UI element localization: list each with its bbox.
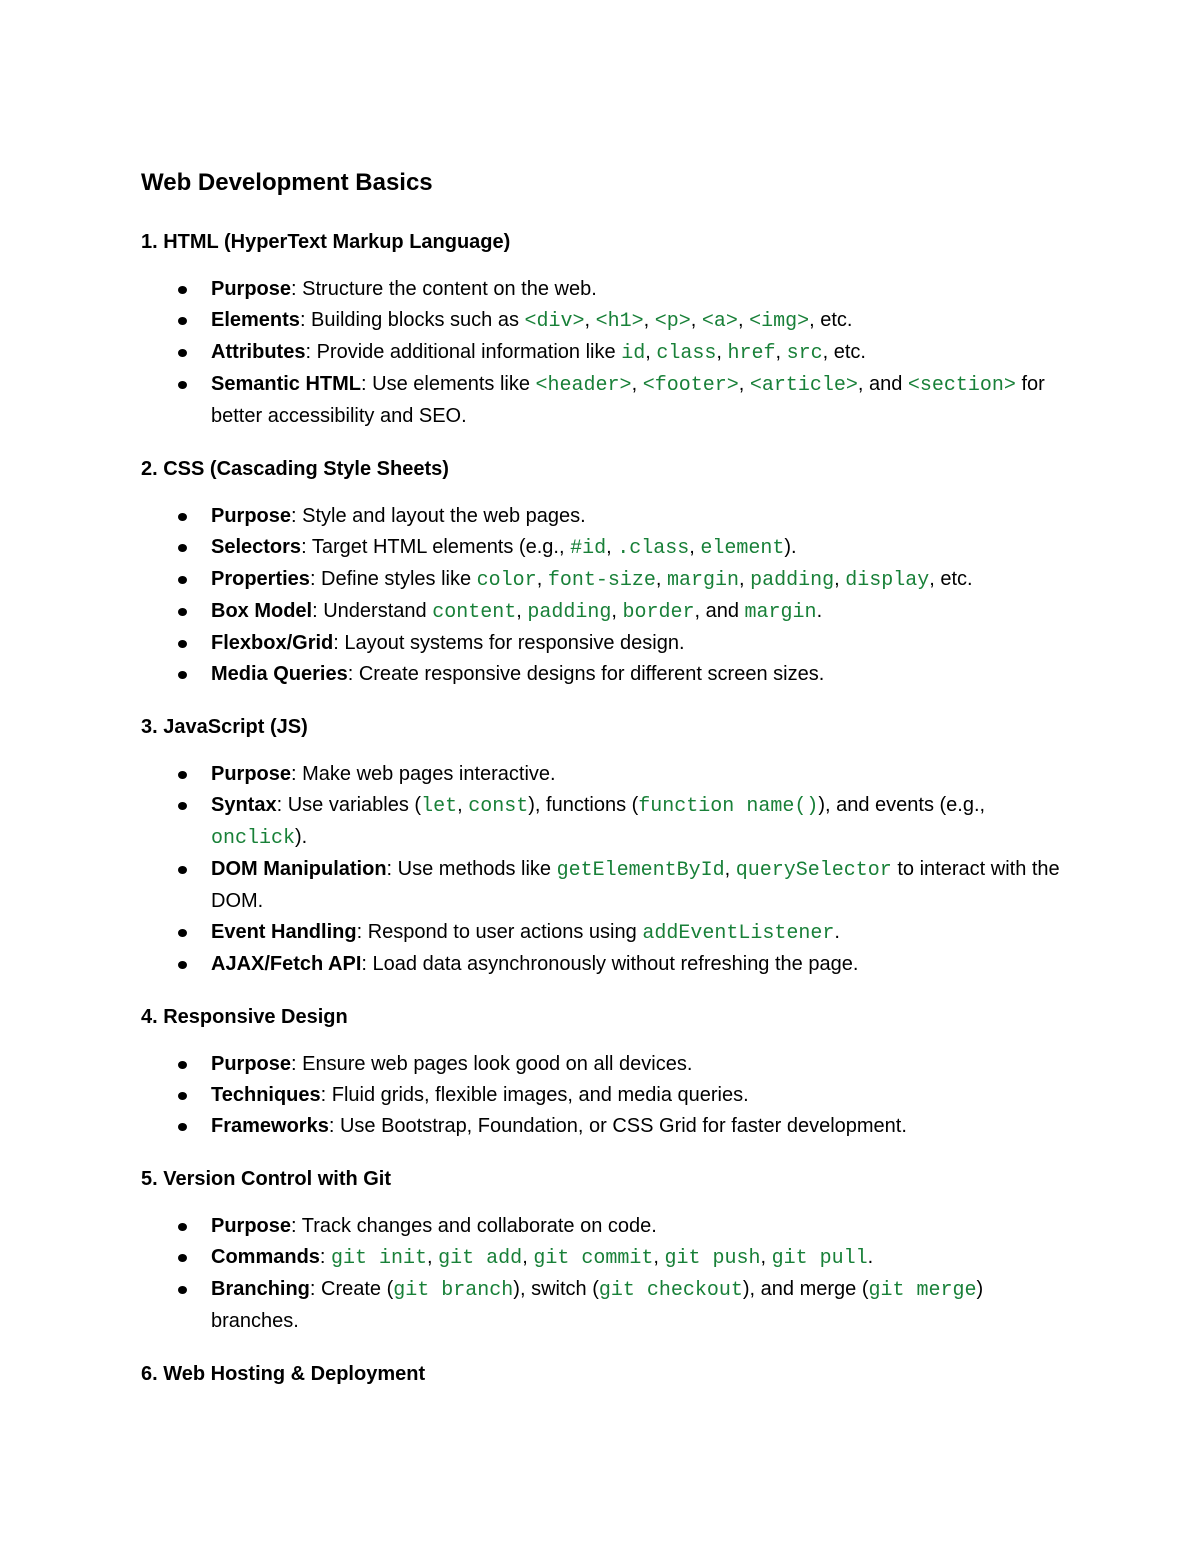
item-label: Branching <box>211 1278 310 1300</box>
item-text: , <box>724 858 736 880</box>
code-snippet: .class <box>617 537 690 560</box>
code-snippet: git push <box>664 1247 761 1270</box>
bullet-icon <box>178 1092 187 1100</box>
code-snippet: <h1> <box>595 310 644 333</box>
item-text: ), and merge ( <box>742 1278 869 1300</box>
bullet-icon <box>178 1061 187 1069</box>
item-text: , <box>536 568 548 590</box>
section-2 <box>141 454 1061 690</box>
item-text: . <box>867 1246 874 1268</box>
code-snippet: addEventListener <box>642 922 835 945</box>
bullet-list <box>141 1049 1061 1142</box>
item-text: , <box>738 568 751 590</box>
code-snippet: border <box>622 601 695 624</box>
code-snippet: padding <box>750 569 835 592</box>
list-item <box>141 369 1061 432</box>
item-label: Semantic HTML <box>211 373 362 395</box>
code-snippet: function name() <box>638 795 819 818</box>
bullet-icon <box>178 771 187 779</box>
list-item <box>141 532 1061 564</box>
item-label: DOM Manipulation <box>211 858 387 880</box>
document-title: Web Development Basics <box>141 169 433 196</box>
section-heading: 5. Version Control with Git <box>141 1168 392 1190</box>
list-item <box>141 1211 1061 1242</box>
section-heading: 6. Web Hosting & Deployment <box>141 1363 426 1385</box>
item-text: : Use elements like <box>361 373 536 395</box>
list-item <box>141 949 1061 980</box>
sections-container <box>141 227 1061 1389</box>
item-text: : Style and layout the web pages. <box>291 505 586 527</box>
item-label: Purpose <box>211 505 292 527</box>
section-3 <box>141 712 1061 980</box>
section-6 <box>141 1359 1061 1389</box>
item-text: : Track changes and collaborate on code. <box>291 1215 657 1237</box>
list-item <box>141 305 1061 337</box>
list-item <box>141 917 1061 949</box>
code-snippet: <section> <box>907 374 1016 397</box>
bullet-icon <box>178 608 187 616</box>
code-snippet: <div> <box>524 310 585 333</box>
bullet-icon <box>178 286 187 294</box>
code-snippet: display <box>845 569 930 592</box>
list-item <box>141 759 1061 790</box>
item-text: : Understand <box>312 600 433 622</box>
item-text: , <box>738 373 750 395</box>
item-text: : Target HTML elements (e.g., <box>301 536 571 558</box>
item-text: for better accessibility and SEO. <box>211 373 1045 427</box>
item-text: . <box>834 921 840 943</box>
item-text: , <box>690 309 702 331</box>
bullet-list <box>141 759 1061 980</box>
item-text: : Ensure web pages look good on all devices. <box>291 1053 693 1075</box>
item-label: Properties <box>211 568 310 590</box>
code-snippet: <article> <box>749 374 858 397</box>
item-text: : Building blocks such as <box>299 309 525 331</box>
item-text: : Provide additional information like <box>305 341 622 363</box>
code-snippet: padding <box>527 601 612 624</box>
list-item <box>141 274 1061 305</box>
code-snippet: <a> <box>701 310 738 333</box>
code-snippet: <p> <box>654 310 691 333</box>
item-text: , and <box>694 600 745 622</box>
item-text: : Create ( <box>309 1278 394 1300</box>
code-snippet: const <box>468 795 529 818</box>
code-snippet: <img> <box>749 310 810 333</box>
item-label: AJAX/Fetch API <box>211 953 362 975</box>
bullet-icon <box>178 961 187 969</box>
item-text: : Make web pages interactive. <box>291 763 556 785</box>
item-text: to interact with the DOM. <box>211 858 1060 912</box>
bullet-icon <box>178 1286 187 1294</box>
item-text: : Create responsive designs for different screen sizes. <box>347 663 825 685</box>
section-heading: 2. CSS (Cascading Style Sheets) <box>141 458 449 480</box>
bullet-icon <box>178 349 187 357</box>
bullet-icon <box>178 671 187 679</box>
bullet-list <box>141 274 1061 432</box>
item-label: Attributes <box>211 341 306 363</box>
code-snippet: git branch <box>393 1279 514 1302</box>
code-snippet: getElementById <box>556 859 725 882</box>
section-5 <box>141 1164 1061 1337</box>
item-text: . <box>816 600 823 622</box>
code-snippet: src <box>786 342 823 365</box>
list-item <box>141 596 1061 628</box>
section-heading: 1. HTML (HyperText Markup Language) <box>141 231 511 253</box>
bullet-list <box>141 1211 1061 1337</box>
list-item <box>141 1049 1061 1080</box>
item-label: Purpose <box>211 1215 292 1237</box>
item-label: Elements <box>211 309 300 331</box>
item-text: , <box>834 568 846 590</box>
list-item <box>141 628 1061 659</box>
list-item <box>141 564 1061 596</box>
item-label: Selectors <box>211 536 302 558</box>
item-text: : Use variables ( <box>276 794 422 816</box>
item-text: , <box>643 309 655 331</box>
item-text: , <box>427 1246 439 1268</box>
bullet-icon <box>178 544 187 552</box>
list-item <box>141 1274 1061 1337</box>
section-heading: 4. Responsive Design <box>141 1006 348 1028</box>
item-text: : Fluid grids, flexible images, and media queries. <box>320 1084 749 1106</box>
item-label: Purpose <box>211 763 292 785</box>
code-snippet: #id <box>570 537 607 560</box>
item-text: ), switch ( <box>513 1278 599 1300</box>
item-label: Purpose <box>211 278 292 300</box>
item-text: , <box>606 536 618 558</box>
code-snippet: <header> <box>535 374 632 397</box>
bullet-icon <box>178 1123 187 1131</box>
item-text: ). <box>784 536 797 558</box>
code-snippet: color <box>476 569 537 592</box>
item-text: , etc. <box>929 568 973 590</box>
bullet-list <box>141 501 1061 690</box>
list-item <box>141 659 1061 690</box>
code-snippet: git commit <box>533 1247 654 1270</box>
item-text: ), and events (e.g., <box>818 794 986 816</box>
code-snippet: href <box>727 342 776 365</box>
item-text: , <box>631 373 643 395</box>
item-text: , <box>522 1246 534 1268</box>
document-page <box>141 164 1061 1411</box>
item-text: , etc. <box>822 341 866 363</box>
item-text: : Define styles like <box>309 568 477 590</box>
code-snippet: let <box>421 795 458 818</box>
bullet-icon <box>178 576 187 584</box>
item-text: , etc. <box>809 309 853 331</box>
item-label: Commands <box>211 1246 320 1268</box>
item-text: : Layout systems for responsive design. <box>333 632 685 654</box>
code-snippet: git init <box>331 1247 428 1270</box>
item-label: Flexbox/Grid <box>211 632 334 654</box>
code-snippet: id <box>621 342 646 365</box>
code-snippet: content <box>432 601 517 624</box>
list-item <box>141 1080 1061 1111</box>
item-text: ). <box>295 826 308 848</box>
code-snippet: onclick <box>211 827 296 850</box>
item-text: , <box>611 600 623 622</box>
bullet-icon <box>178 640 187 648</box>
item-text: ) branches. <box>211 1278 984 1332</box>
item-text: : Respond to user actions using <box>356 921 643 943</box>
item-text: ), functions ( <box>528 794 639 816</box>
section-4 <box>141 1002 1061 1142</box>
item-label: Frameworks <box>211 1115 329 1137</box>
item-text: , <box>760 1246 772 1268</box>
list-item <box>141 1242 1061 1274</box>
list-item <box>141 854 1061 917</box>
list-item <box>141 1111 1061 1142</box>
bullet-icon <box>178 929 187 937</box>
item-text: , <box>516 600 528 622</box>
item-text: , <box>775 341 787 363</box>
code-snippet: git add <box>438 1247 523 1270</box>
item-text: , <box>689 536 701 558</box>
bullet-icon <box>178 1254 187 1262</box>
list-item <box>141 501 1061 532</box>
code-snippet: git pull <box>771 1247 868 1270</box>
bullet-icon <box>178 317 187 325</box>
item-text: , <box>737 309 750 331</box>
item-text: : Use methods like <box>386 858 557 880</box>
code-snippet: element <box>700 537 785 560</box>
item-text: : Use Bootstrap, Foundation, or CSS Grid for faster development. <box>328 1115 907 1137</box>
item-label: Event Handling <box>211 921 357 943</box>
item-label: Syntax <box>211 794 277 816</box>
code-snippet: querySelector <box>735 859 892 882</box>
item-text: : Load data asynchronously without refreshing the page. <box>361 953 859 975</box>
bullet-icon <box>178 381 187 389</box>
code-snippet: git checkout <box>598 1279 743 1302</box>
item-text: , <box>655 568 667 590</box>
item-text: , <box>645 341 657 363</box>
bullet-icon <box>178 1223 187 1231</box>
list-item <box>141 790 1061 854</box>
bullet-icon <box>178 802 187 810</box>
code-snippet: <footer> <box>642 374 739 397</box>
item-label: Media Queries <box>211 663 348 685</box>
section-heading: 3. JavaScript (JS) <box>141 716 308 738</box>
code-snippet: class <box>656 342 717 365</box>
item-text: : Structure the content on the web. <box>291 278 597 300</box>
item-text: , and <box>857 373 908 395</box>
item-text: , <box>653 1246 665 1268</box>
item-text: , <box>584 309 596 331</box>
code-snippet: font-size <box>547 569 656 592</box>
item-label: Techniques <box>211 1084 321 1106</box>
item-text: : <box>319 1246 332 1268</box>
section-1 <box>141 227 1061 432</box>
code-snippet: margin <box>666 569 739 592</box>
code-snippet: margin <box>744 601 817 624</box>
bullet-icon <box>178 513 187 521</box>
item-text: , <box>457 794 469 816</box>
list-item <box>141 337 1061 369</box>
item-text: , <box>716 341 728 363</box>
item-label: Purpose <box>211 1053 292 1075</box>
code-snippet: git merge <box>868 1279 977 1302</box>
item-label: Box Model <box>211 600 313 622</box>
bullet-icon <box>178 866 187 874</box>
